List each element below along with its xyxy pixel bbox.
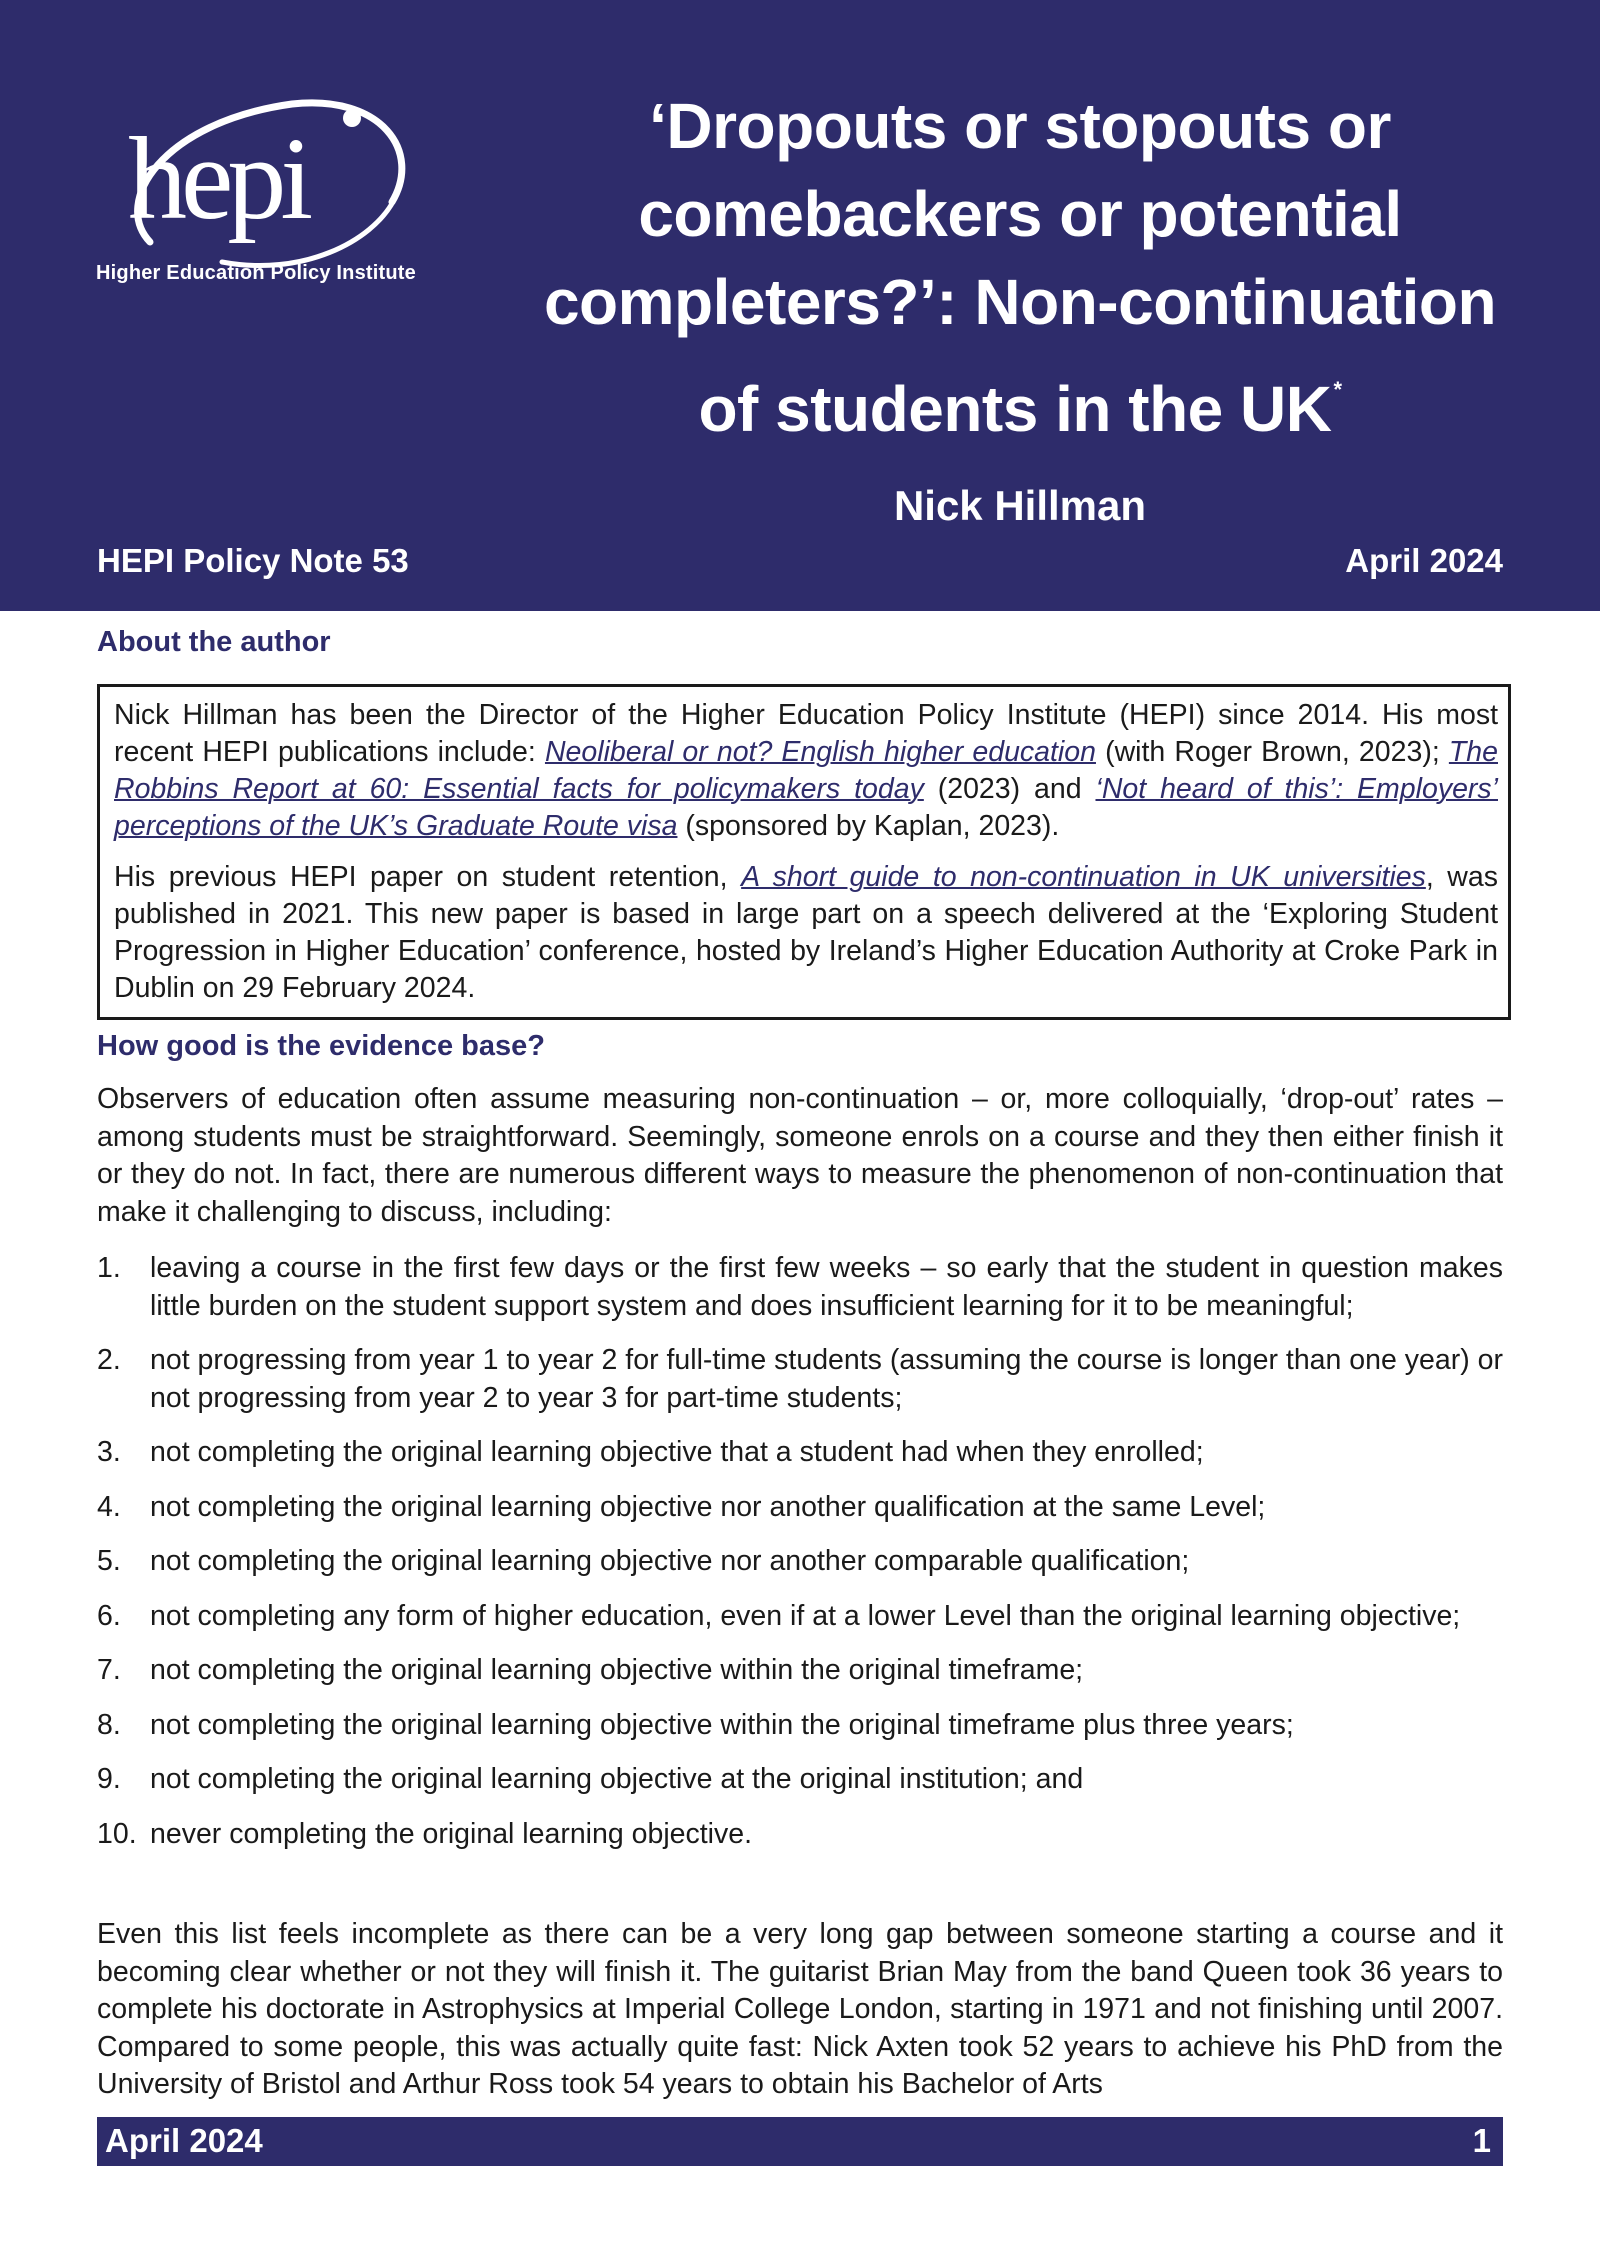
list-number: 7. <box>97 1654 121 1686</box>
cover-header <box>0 0 1600 611</box>
bio-text: (with Roger Brown, 2023); <box>1095 736 1449 768</box>
logo-wordmark: hepi <box>128 113 308 244</box>
section-heading: How good is the evidence base? <box>97 1030 545 1062</box>
list-item <box>97 1598 1503 1636</box>
author-name: Nick Hillman <box>893 482 1147 529</box>
list-number: 8. <box>97 1708 121 1741</box>
list-text: leaving a course in the first few days or the first few weeks – so early that the student in question makes little burden on the student support system and does insufficient learning for it to be meaningful; <box>150 1252 1503 1322</box>
bio-text: (2023) and <box>923 773 1096 805</box>
list-text: not completing any form of higher education, even if at a lower Level than the original learning objective; <box>150 1599 1461 1632</box>
list-item <box>97 1543 1503 1581</box>
title-line-text: of students in the UK <box>698 373 1332 445</box>
author-bio-paragraph <box>114 697 1498 845</box>
list-item <box>97 1250 1503 1325</box>
list-number: 4. <box>97 1490 121 1523</box>
intro-paragraph: Observers of education often assume measuring non-continuation – or, more colloquially, ‘drop-out’ rates – among students must be straightforward. Seemingly, someone enrols on a course and they then either finish it or they do not. In fact, there are numerous different ways to measure the phenomenon of non-continuation that make it challenging to discuss, including: <box>97 1083 1503 1228</box>
list-text: not completing the original learning objective that a student had when they enrolled; <box>150 1436 1204 1468</box>
footer-date: April 2024 <box>105 2122 263 2159</box>
publication-link[interactable]: A short guide to non-continuation in UK universities <box>741 861 1426 893</box>
list-text: not completing the original learning objective nor another comparable qualification; <box>150 1545 1190 1577</box>
list-number: 10. <box>97 1817 137 1850</box>
publication-link[interactable]: The Robbins Report at 60: Essential facts for policymakers today <box>114 736 1498 805</box>
list-item <box>97 1761 1503 1799</box>
list-number: 5. <box>97 1545 121 1577</box>
list-text: not completing the original learning objective within the original timeframe plus three years; <box>150 1708 1294 1741</box>
list-text: not completing the original learning objective at the original institution; and <box>150 1763 1084 1795</box>
document-title <box>490 82 1550 453</box>
measures-list <box>97 1250 1503 1870</box>
list-number: 3. <box>97 1436 121 1468</box>
list-number: 1. <box>97 1252 121 1284</box>
list-item <box>97 1489 1503 1527</box>
list-item <box>97 1707 1503 1745</box>
title-line: completers?’: Non-continuation <box>543 266 1497 338</box>
list-item <box>97 1342 1503 1417</box>
list-item <box>97 1652 1503 1690</box>
bio-text: Nick Hillman has been the Director of the Higher Education Policy Institute (HEPI) since 2014. His most recent HEPI publications include: <box>114 699 1498 768</box>
title-line: ‘Dropouts or stopouts or <box>649 90 1391 162</box>
bio-text: , was published in 2021. This new paper is based in large part on a speech delivered at the ‘Exploring Student Progression in Higher Education’ conference, hosted by Ireland’s Higher Education Authority at Croke Park in Dublin on 29 February 2024. <box>114 861 1498 1004</box>
author-bio-paragraph <box>114 859 1498 1007</box>
bio-text: His previous HEPI paper on student retention, <box>114 861 742 893</box>
publication-date: April 2024 <box>1345 542 1503 579</box>
series-label: HEPI Policy Note 53 <box>97 542 409 579</box>
page-number: 1 <box>1472 2122 1491 2159</box>
list-number: 2. <box>97 1344 121 1376</box>
about-author-heading: About the author <box>97 626 331 658</box>
page-footer <box>97 2117 1503 2166</box>
title-line: comebackers or potential <box>638 178 1402 250</box>
list-item <box>97 1434 1503 1472</box>
bio-text: (sponsored by Kaplan, 2023). <box>677 810 1060 842</box>
title-line <box>490 346 1550 453</box>
list-text: not completing the original learning objective within the original timeframe; <box>150 1654 1084 1686</box>
list-number: 6. <box>97 1599 121 1632</box>
list-number: 9. <box>97 1763 121 1795</box>
institute-name: Higher Education Policy Institute <box>96 262 416 284</box>
footnote-marker[interactable]: * <box>1333 377 1342 402</box>
publication-link[interactable]: Neoliberal or not? English higher education <box>544 736 1096 768</box>
list-text: not completing the original learning objective nor another qualification at the same Level; <box>150 1490 1266 1523</box>
closing-paragraph: Even this list feels incomplete as there can be a very long gap between someone starting a course and it becoming clear whether or not they will finish it. The guitarist Brian May from the band Queen took 36 years to complete his doctorate in Astrophysics at Imperial College London, starting in 1971 and not finishing until 2007. Compared to some people, this was actually quite fast: Nick Axten took 52 years to achieve his PhD from the University of Bristol and Arthur Ross took 54 years to obtain his Bachelor of Arts <box>97 1918 1503 2100</box>
list-text: not progressing from year 1 to year 2 for full-time students (assuming the course is longer than one year) or not progressing from year 2 to year 3 for part-time students; <box>150 1344 1503 1414</box>
publication-link[interactable]: ‘Not heard of this’: Employers’ perceptions of the UK’s Graduate Route visa <box>114 773 1498 842</box>
list-text: never completing the original learning objective. <box>150 1817 753 1850</box>
author-bio-box <box>97 684 1511 1020</box>
list-item <box>97 1816 1503 1854</box>
